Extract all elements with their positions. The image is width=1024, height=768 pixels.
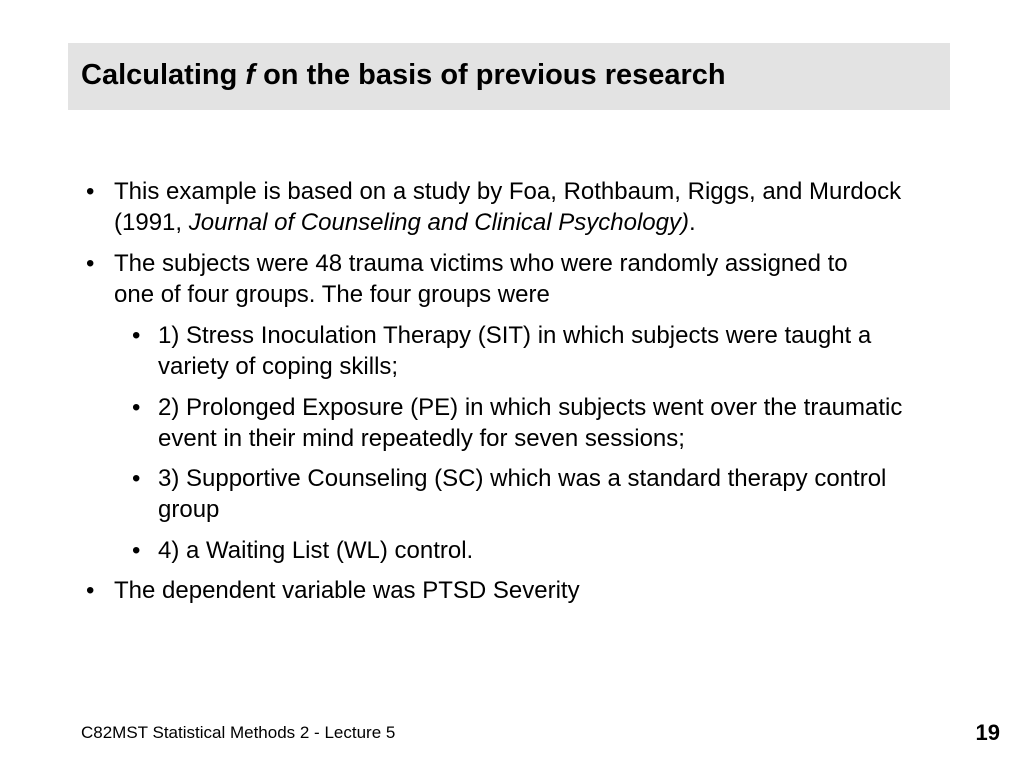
- footer-course-label: C82MST Statistical Methods 2 - Lecture 5: [81, 723, 396, 742]
- bullet-study-source: [86, 176, 944, 238]
- bullet-glyph: •: [86, 250, 95, 277]
- bullet-glyph: •: [132, 537, 141, 564]
- bullet-subjects: [86, 248, 874, 310]
- title-italic-f: f: [245, 59, 256, 91]
- bullet-text-end: .: [689, 209, 696, 236]
- page-number: 19: [975, 720, 1000, 745]
- journal-name: Journal of Counseling and Clinical Psychology): [188, 209, 689, 236]
- bullet-dependent-variable: [86, 575, 944, 606]
- bullet-text: 1) Stress Inoculation Therapy (SIT) in which subjects were taught a variety of coping skills;: [158, 322, 872, 380]
- title-suffix: on the basis of previous research: [255, 59, 726, 91]
- subbullet-sc: [132, 463, 948, 525]
- bullet-text: 4) a Waiting List (WL) control.: [158, 537, 474, 564]
- bullet-glyph: •: [132, 394, 141, 421]
- bullet-glyph: •: [132, 465, 141, 492]
- bullet-glyph: •: [132, 322, 141, 349]
- bullet-text: This example is based on a study by Foa, Rothbaum, Riggs, and Murdock (1991,: [114, 178, 902, 236]
- bullet-text: The subjects were 48 trauma victims who were randomly assigned to one of four groups. The four groups were: [114, 250, 848, 308]
- subbullet-sit: [132, 320, 928, 382]
- bullet-glyph: •: [86, 178, 95, 205]
- subbullet-wl: [132, 535, 948, 566]
- bullet-text: 3) Supportive Counseling (SC) which was a standard therapy control group: [158, 465, 887, 523]
- bullet-text: The dependent variable was PTSD Severity: [114, 577, 580, 604]
- subbullet-pe: [132, 392, 948, 454]
- bullet-text: 2) Prolonged Exposure (PE) in which subjects went over the traumatic event in their mind repeatedly for seven sessions;: [158, 394, 903, 452]
- title-prefix: Calculating: [81, 59, 246, 91]
- bullet-glyph: •: [86, 577, 95, 604]
